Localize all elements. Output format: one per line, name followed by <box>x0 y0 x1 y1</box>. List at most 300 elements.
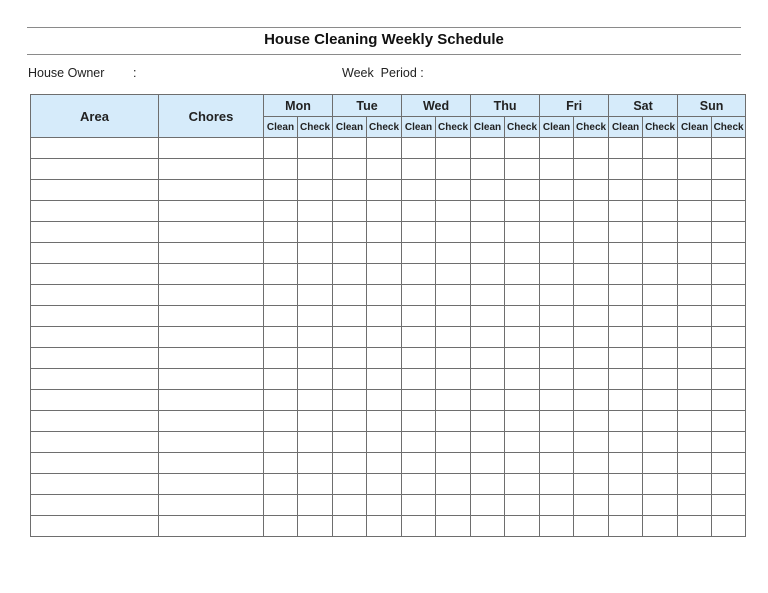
fri-check-cell[interactable] <box>574 159 609 180</box>
area-cell[interactable] <box>31 138 159 159</box>
wed-check-cell[interactable] <box>436 327 471 348</box>
area-cell[interactable] <box>31 201 159 222</box>
sun-clean-cell[interactable] <box>678 285 712 306</box>
fri-clean-cell[interactable] <box>540 306 574 327</box>
chores-cell[interactable] <box>159 390 264 411</box>
thu-check-cell[interactable] <box>505 264 540 285</box>
tue-clean-cell[interactable] <box>333 432 367 453</box>
sun-clean-cell[interactable] <box>678 201 712 222</box>
tue-check-cell[interactable] <box>367 180 402 201</box>
thu-clean-cell[interactable] <box>471 432 505 453</box>
sun-clean-cell[interactable] <box>678 516 712 537</box>
sun-check-cell[interactable] <box>712 390 746 411</box>
wed-clean-cell[interactable] <box>402 243 436 264</box>
sun-clean-cell[interactable] <box>678 180 712 201</box>
mon-clean-cell[interactable] <box>264 516 298 537</box>
sat-check-cell[interactable] <box>643 411 678 432</box>
sat-clean-cell[interactable] <box>609 348 643 369</box>
sun-check-cell[interactable] <box>712 411 746 432</box>
mon-check-cell[interactable] <box>298 201 333 222</box>
thu-clean-cell[interactable] <box>471 327 505 348</box>
fri-check-cell[interactable] <box>574 180 609 201</box>
thu-check-cell[interactable] <box>505 285 540 306</box>
tue-check-cell[interactable] <box>367 243 402 264</box>
sun-check-cell[interactable] <box>712 432 746 453</box>
mon-check-cell[interactable] <box>298 495 333 516</box>
wed-clean-cell[interactable] <box>402 138 436 159</box>
mon-clean-cell[interactable] <box>264 243 298 264</box>
sat-clean-cell[interactable] <box>609 432 643 453</box>
wed-clean-cell[interactable] <box>402 348 436 369</box>
sat-clean-cell[interactable] <box>609 411 643 432</box>
fri-check-cell[interactable] <box>574 432 609 453</box>
sun-clean-cell[interactable] <box>678 369 712 390</box>
mon-check-cell[interactable] <box>298 222 333 243</box>
tue-check-cell[interactable] <box>367 432 402 453</box>
area-cell[interactable] <box>31 264 159 285</box>
fri-check-cell[interactable] <box>574 495 609 516</box>
tue-clean-cell[interactable] <box>333 285 367 306</box>
fri-clean-cell[interactable] <box>540 390 574 411</box>
area-cell[interactable] <box>31 432 159 453</box>
sat-clean-cell[interactable] <box>609 180 643 201</box>
sat-clean-cell[interactable] <box>609 222 643 243</box>
wed-clean-cell[interactable] <box>402 201 436 222</box>
thu-check-cell[interactable] <box>505 495 540 516</box>
sat-check-cell[interactable] <box>643 138 678 159</box>
wed-clean-cell[interactable] <box>402 327 436 348</box>
sun-clean-cell[interactable] <box>678 495 712 516</box>
wed-check-cell[interactable] <box>436 222 471 243</box>
mon-check-cell[interactable] <box>298 453 333 474</box>
sat-check-cell[interactable] <box>643 285 678 306</box>
sun-check-cell[interactable] <box>712 306 746 327</box>
sun-clean-cell[interactable] <box>678 474 712 495</box>
mon-check-cell[interactable] <box>298 369 333 390</box>
area-cell[interactable] <box>31 495 159 516</box>
thu-check-cell[interactable] <box>505 432 540 453</box>
chores-cell[interactable] <box>159 348 264 369</box>
mon-clean-cell[interactable] <box>264 285 298 306</box>
fri-clean-cell[interactable] <box>540 453 574 474</box>
tue-check-cell[interactable] <box>367 285 402 306</box>
sun-check-cell[interactable] <box>712 201 746 222</box>
sat-clean-cell[interactable] <box>609 327 643 348</box>
area-cell[interactable] <box>31 453 159 474</box>
sat-clean-cell[interactable] <box>609 285 643 306</box>
area-cell[interactable] <box>31 243 159 264</box>
fri-clean-cell[interactable] <box>540 516 574 537</box>
chores-cell[interactable] <box>159 285 264 306</box>
mon-clean-cell[interactable] <box>264 306 298 327</box>
wed-check-cell[interactable] <box>436 285 471 306</box>
thu-check-cell[interactable] <box>505 306 540 327</box>
sat-clean-cell[interactable] <box>609 369 643 390</box>
sun-check-cell[interactable] <box>712 138 746 159</box>
mon-clean-cell[interactable] <box>264 327 298 348</box>
chores-cell[interactable] <box>159 264 264 285</box>
mon-clean-cell[interactable] <box>264 201 298 222</box>
fri-clean-cell[interactable] <box>540 222 574 243</box>
fri-check-cell[interactable] <box>574 327 609 348</box>
thu-clean-cell[interactable] <box>471 369 505 390</box>
sat-clean-cell[interactable] <box>609 453 643 474</box>
sat-clean-cell[interactable] <box>609 159 643 180</box>
tue-check-cell[interactable] <box>367 138 402 159</box>
fri-clean-cell[interactable] <box>540 411 574 432</box>
wed-check-cell[interactable] <box>436 348 471 369</box>
sun-check-cell[interactable] <box>712 516 746 537</box>
chores-cell[interactable] <box>159 411 264 432</box>
mon-check-cell[interactable] <box>298 264 333 285</box>
thu-check-cell[interactable] <box>505 201 540 222</box>
thu-check-cell[interactable] <box>505 243 540 264</box>
wed-clean-cell[interactable] <box>402 159 436 180</box>
tue-check-cell[interactable] <box>367 222 402 243</box>
thu-check-cell[interactable] <box>505 180 540 201</box>
sun-clean-cell[interactable] <box>678 222 712 243</box>
sun-check-cell[interactable] <box>712 222 746 243</box>
sun-check-cell[interactable] <box>712 327 746 348</box>
tue-check-cell[interactable] <box>367 453 402 474</box>
fri-check-cell[interactable] <box>574 516 609 537</box>
sun-clean-cell[interactable] <box>678 432 712 453</box>
wed-clean-cell[interactable] <box>402 474 436 495</box>
tue-clean-cell[interactable] <box>333 243 367 264</box>
wed-check-cell[interactable] <box>436 243 471 264</box>
wed-check-cell[interactable] <box>436 516 471 537</box>
wed-clean-cell[interactable] <box>402 306 436 327</box>
sun-check-cell[interactable] <box>712 264 746 285</box>
chores-cell[interactable] <box>159 432 264 453</box>
mon-check-cell[interactable] <box>298 411 333 432</box>
area-cell[interactable] <box>31 411 159 432</box>
sat-check-cell[interactable] <box>643 222 678 243</box>
chores-cell[interactable] <box>159 201 264 222</box>
thu-clean-cell[interactable] <box>471 411 505 432</box>
tue-clean-cell[interactable] <box>333 348 367 369</box>
wed-clean-cell[interactable] <box>402 264 436 285</box>
area-cell[interactable] <box>31 369 159 390</box>
tue-check-cell[interactable] <box>367 348 402 369</box>
sat-check-cell[interactable] <box>643 306 678 327</box>
area-cell[interactable] <box>31 159 159 180</box>
wed-check-cell[interactable] <box>436 474 471 495</box>
sat-check-cell[interactable] <box>643 369 678 390</box>
mon-check-cell[interactable] <box>298 516 333 537</box>
sun-clean-cell[interactable] <box>678 306 712 327</box>
chores-cell[interactable] <box>159 516 264 537</box>
sat-clean-cell[interactable] <box>609 243 643 264</box>
sun-check-cell[interactable] <box>712 348 746 369</box>
sat-clean-cell[interactable] <box>609 306 643 327</box>
tue-check-cell[interactable] <box>367 327 402 348</box>
sat-check-cell[interactable] <box>643 348 678 369</box>
wed-clean-cell[interactable] <box>402 222 436 243</box>
thu-clean-cell[interactable] <box>471 474 505 495</box>
sat-check-cell[interactable] <box>643 495 678 516</box>
tue-clean-cell[interactable] <box>333 222 367 243</box>
area-cell[interactable] <box>31 474 159 495</box>
sat-clean-cell[interactable] <box>609 201 643 222</box>
thu-clean-cell[interactable] <box>471 453 505 474</box>
mon-clean-cell[interactable] <box>264 264 298 285</box>
sun-check-cell[interactable] <box>712 453 746 474</box>
mon-clean-cell[interactable] <box>264 411 298 432</box>
wed-clean-cell[interactable] <box>402 369 436 390</box>
mon-clean-cell[interactable] <box>264 222 298 243</box>
wed-check-cell[interactable] <box>436 495 471 516</box>
tue-check-cell[interactable] <box>367 264 402 285</box>
mon-clean-cell[interactable] <box>264 432 298 453</box>
area-cell[interactable] <box>31 516 159 537</box>
sat-check-cell[interactable] <box>643 180 678 201</box>
fri-clean-cell[interactable] <box>540 159 574 180</box>
fri-clean-cell[interactable] <box>540 138 574 159</box>
sun-clean-cell[interactable] <box>678 411 712 432</box>
wed-check-cell[interactable] <box>436 159 471 180</box>
tue-check-cell[interactable] <box>367 369 402 390</box>
sat-check-cell[interactable] <box>643 327 678 348</box>
sat-check-cell[interactable] <box>643 474 678 495</box>
mon-check-cell[interactable] <box>298 390 333 411</box>
wed-clean-cell[interactable] <box>402 285 436 306</box>
fri-check-cell[interactable] <box>574 474 609 495</box>
thu-check-cell[interactable] <box>505 390 540 411</box>
wed-check-cell[interactable] <box>436 264 471 285</box>
sun-check-cell[interactable] <box>712 285 746 306</box>
fri-clean-cell[interactable] <box>540 264 574 285</box>
thu-check-cell[interactable] <box>505 411 540 432</box>
thu-clean-cell[interactable] <box>471 306 505 327</box>
tue-clean-cell[interactable] <box>333 369 367 390</box>
sat-clean-cell[interactable] <box>609 264 643 285</box>
wed-check-cell[interactable] <box>436 453 471 474</box>
sun-clean-cell[interactable] <box>678 348 712 369</box>
fri-clean-cell[interactable] <box>540 285 574 306</box>
sat-clean-cell[interactable] <box>609 495 643 516</box>
sun-check-cell[interactable] <box>712 369 746 390</box>
tue-clean-cell[interactable] <box>333 201 367 222</box>
sat-check-cell[interactable] <box>643 243 678 264</box>
tue-check-cell[interactable] <box>367 516 402 537</box>
wed-clean-cell[interactable] <box>402 180 436 201</box>
fri-clean-cell[interactable] <box>540 432 574 453</box>
thu-clean-cell[interactable] <box>471 180 505 201</box>
tue-check-cell[interactable] <box>367 201 402 222</box>
mon-check-cell[interactable] <box>298 285 333 306</box>
tue-clean-cell[interactable] <box>333 495 367 516</box>
fri-clean-cell[interactable] <box>540 243 574 264</box>
fri-check-cell[interactable] <box>574 306 609 327</box>
chores-cell[interactable] <box>159 495 264 516</box>
mon-check-cell[interactable] <box>298 180 333 201</box>
fri-check-cell[interactable] <box>574 138 609 159</box>
sat-clean-cell[interactable] <box>609 390 643 411</box>
tue-clean-cell[interactable] <box>333 180 367 201</box>
chores-cell[interactable] <box>159 243 264 264</box>
area-cell[interactable] <box>31 285 159 306</box>
area-cell[interactable] <box>31 180 159 201</box>
sun-check-cell[interactable] <box>712 495 746 516</box>
area-cell[interactable] <box>31 390 159 411</box>
tue-clean-cell[interactable] <box>333 159 367 180</box>
sun-clean-cell[interactable] <box>678 390 712 411</box>
tue-check-cell[interactable] <box>367 495 402 516</box>
tue-clean-cell[interactable] <box>333 516 367 537</box>
wed-check-cell[interactable] <box>436 369 471 390</box>
area-cell[interactable] <box>31 348 159 369</box>
fri-clean-cell[interactable] <box>540 180 574 201</box>
thu-clean-cell[interactable] <box>471 243 505 264</box>
mon-check-cell[interactable] <box>298 432 333 453</box>
thu-clean-cell[interactable] <box>471 138 505 159</box>
thu-clean-cell[interactable] <box>471 222 505 243</box>
wed-check-cell[interactable] <box>436 180 471 201</box>
wed-clean-cell[interactable] <box>402 516 436 537</box>
thu-check-cell[interactable] <box>505 159 540 180</box>
mon-clean-cell[interactable] <box>264 369 298 390</box>
sun-clean-cell[interactable] <box>678 327 712 348</box>
tue-check-cell[interactable] <box>367 411 402 432</box>
mon-check-cell[interactable] <box>298 138 333 159</box>
wed-clean-cell[interactable] <box>402 411 436 432</box>
area-cell[interactable] <box>31 306 159 327</box>
thu-check-cell[interactable] <box>505 138 540 159</box>
sun-check-cell[interactable] <box>712 180 746 201</box>
fri-clean-cell[interactable] <box>540 495 574 516</box>
tue-check-cell[interactable] <box>367 474 402 495</box>
tue-clean-cell[interactable] <box>333 138 367 159</box>
chores-cell[interactable] <box>159 474 264 495</box>
mon-check-cell[interactable] <box>298 348 333 369</box>
tue-check-cell[interactable] <box>367 390 402 411</box>
area-cell[interactable] <box>31 327 159 348</box>
fri-check-cell[interactable] <box>574 411 609 432</box>
tue-clean-cell[interactable] <box>333 390 367 411</box>
thu-clean-cell[interactable] <box>471 201 505 222</box>
sun-check-cell[interactable] <box>712 159 746 180</box>
thu-clean-cell[interactable] <box>471 348 505 369</box>
chores-cell[interactable] <box>159 453 264 474</box>
sat-clean-cell[interactable] <box>609 516 643 537</box>
fri-clean-cell[interactable] <box>540 201 574 222</box>
sun-clean-cell[interactable] <box>678 264 712 285</box>
mon-clean-cell[interactable] <box>264 180 298 201</box>
thu-clean-cell[interactable] <box>471 264 505 285</box>
mon-clean-cell[interactable] <box>264 138 298 159</box>
fri-check-cell[interactable] <box>574 201 609 222</box>
fri-check-cell[interactable] <box>574 243 609 264</box>
fri-check-cell[interactable] <box>574 222 609 243</box>
mon-check-cell[interactable] <box>298 159 333 180</box>
sat-check-cell[interactable] <box>643 159 678 180</box>
chores-cell[interactable] <box>159 306 264 327</box>
tue-clean-cell[interactable] <box>333 306 367 327</box>
sat-check-cell[interactable] <box>643 264 678 285</box>
chores-cell[interactable] <box>159 159 264 180</box>
mon-check-cell[interactable] <box>298 474 333 495</box>
tue-clean-cell[interactable] <box>333 264 367 285</box>
mon-check-cell[interactable] <box>298 243 333 264</box>
chores-cell[interactable] <box>159 180 264 201</box>
thu-check-cell[interactable] <box>505 516 540 537</box>
fri-clean-cell[interactable] <box>540 474 574 495</box>
chores-cell[interactable] <box>159 138 264 159</box>
thu-clean-cell[interactable] <box>471 516 505 537</box>
wed-check-cell[interactable] <box>436 138 471 159</box>
sat-clean-cell[interactable] <box>609 138 643 159</box>
fri-check-cell[interactable] <box>574 264 609 285</box>
sat-check-cell[interactable] <box>643 432 678 453</box>
thu-clean-cell[interactable] <box>471 495 505 516</box>
mon-check-cell[interactable] <box>298 327 333 348</box>
fri-clean-cell[interactable] <box>540 327 574 348</box>
wed-clean-cell[interactable] <box>402 432 436 453</box>
sun-clean-cell[interactable] <box>678 243 712 264</box>
thu-check-cell[interactable] <box>505 453 540 474</box>
sun-clean-cell[interactable] <box>678 138 712 159</box>
wed-check-cell[interactable] <box>436 432 471 453</box>
chores-cell[interactable] <box>159 369 264 390</box>
fri-check-cell[interactable] <box>574 348 609 369</box>
fri-clean-cell[interactable] <box>540 369 574 390</box>
mon-clean-cell[interactable] <box>264 159 298 180</box>
tue-clean-cell[interactable] <box>333 327 367 348</box>
fri-check-cell[interactable] <box>574 390 609 411</box>
mon-clean-cell[interactable] <box>264 390 298 411</box>
sun-clean-cell[interactable] <box>678 159 712 180</box>
thu-check-cell[interactable] <box>505 222 540 243</box>
chores-cell[interactable] <box>159 327 264 348</box>
thu-check-cell[interactable] <box>505 348 540 369</box>
wed-clean-cell[interactable] <box>402 390 436 411</box>
thu-clean-cell[interactable] <box>471 285 505 306</box>
wed-check-cell[interactable] <box>436 411 471 432</box>
tue-check-cell[interactable] <box>367 159 402 180</box>
thu-check-cell[interactable] <box>505 474 540 495</box>
tue-clean-cell[interactable] <box>333 453 367 474</box>
mon-check-cell[interactable] <box>298 306 333 327</box>
mon-clean-cell[interactable] <box>264 348 298 369</box>
mon-clean-cell[interactable] <box>264 474 298 495</box>
fri-clean-cell[interactable] <box>540 348 574 369</box>
wed-clean-cell[interactable] <box>402 453 436 474</box>
sun-check-cell[interactable] <box>712 243 746 264</box>
fri-check-cell[interactable] <box>574 285 609 306</box>
wed-check-cell[interactable] <box>436 306 471 327</box>
thu-clean-cell[interactable] <box>471 159 505 180</box>
wed-check-cell[interactable] <box>436 201 471 222</box>
sun-check-cell[interactable] <box>712 474 746 495</box>
thu-check-cell[interactable] <box>505 327 540 348</box>
tue-clean-cell[interactable] <box>333 411 367 432</box>
mon-clean-cell[interactable] <box>264 453 298 474</box>
sat-check-cell[interactable] <box>643 516 678 537</box>
fri-check-cell[interactable] <box>574 453 609 474</box>
sun-clean-cell[interactable] <box>678 453 712 474</box>
chores-cell[interactable] <box>159 222 264 243</box>
sat-check-cell[interactable] <box>643 390 678 411</box>
tue-check-cell[interactable] <box>367 306 402 327</box>
sat-check-cell[interactable] <box>643 453 678 474</box>
sat-clean-cell[interactable] <box>609 474 643 495</box>
thu-check-cell[interactable] <box>505 369 540 390</box>
sat-check-cell[interactable] <box>643 201 678 222</box>
area-cell[interactable] <box>31 222 159 243</box>
fri-check-cell[interactable] <box>574 369 609 390</box>
tue-clean-cell[interactable] <box>333 474 367 495</box>
